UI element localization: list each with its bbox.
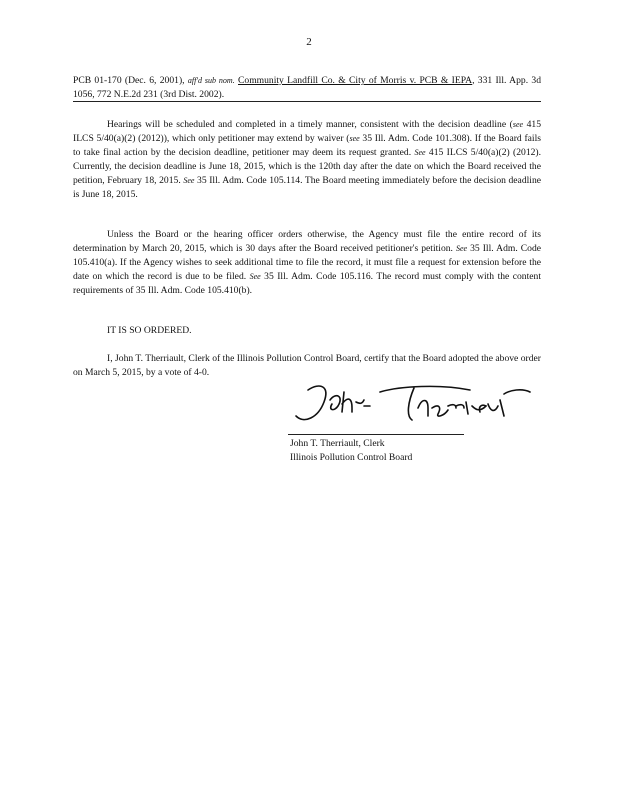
citation-rule: [73, 101, 541, 102]
see-label: See: [414, 148, 426, 157]
citation-text-2: , 331 Ill. App. 3d 1056, 772 N.E.2d 231 (3rd Dist. 2002).: [73, 75, 542, 100]
citation-paragraph: [73, 74, 541, 102]
record-text-c: 35 Ill. Adm. Code 105.116. The record must comply with the content requirements of 35 Ill. Adm. Code 105.410(b).: [73, 271, 541, 296]
certification-text: I, John T. Therriault, Clerk of the Illinois Pollution Control Board, certify that the Board adopted the above order on March 5, 2015, by a vote of 4-0.: [73, 353, 541, 378]
affd-label: aff'd sub nom.: [187, 76, 235, 85]
see-label: see: [349, 134, 360, 143]
ordered-paragraph: [73, 324, 541, 338]
handwritten-signature: [290, 372, 535, 432]
hearings-text-e: 35 Ill. Adm. Code 105.114. The Board meeting immediately before the decision deadline is June 18, 2015.: [73, 175, 542, 200]
hearings-text-c: 35 Ill. Adm. Code 101.308). If the Board fails to take final action by the decision deadline, petitioner may deem its request granted.: [73, 133, 541, 158]
citation-text-1: PCB 01-170 (Dec. 6, 2001),: [73, 75, 188, 86]
see-label: See: [183, 176, 195, 185]
ordered-text: IT IS SO ORDERED.: [107, 325, 192, 336]
hearings-text-b: 415 ILCS 5/40(a)(2) (2012)), which only petitioner may extend by waiver (: [73, 119, 541, 144]
hearings-text-d: 415 ILCS 5/40(a)(2) (2012). Currently, the decision deadline is June 18, 2015, which is the 120th day after the date on which the Board received the petition, February 18, 2015.: [73, 147, 542, 186]
hearings-paragraph: [73, 118, 541, 202]
signer-name: John T. Therriault, Clerk: [290, 438, 385, 449]
signature-line: [288, 434, 464, 435]
record-text-a: Unless the Board or the hearing officer orders otherwise, the Agency must file the entire record of its determination by March 20, 2015, which is 30 days after the Board received petitioner's petition.: [73, 229, 541, 254]
see-label: see: [512, 120, 524, 129]
record-paragraph: [73, 228, 541, 298]
signature-block: [290, 437, 412, 465]
page-number: 2: [306, 36, 312, 48]
signer-organization: Illinois Pollution Control Board: [290, 452, 413, 463]
case-name: Community Landfill Co. & City of Morris v. PCB & IEPA: [238, 75, 473, 86]
see-label: See: [455, 244, 468, 253]
see-label: See: [249, 272, 261, 281]
record-text-b: 35 Ill. Adm. Code 105.410(a). If the Agency wishes to seek additional time to file the record, it must file a request for extension before the date on which the record is due to be filed.: [73, 243, 541, 282]
hearings-text-a: Hearings will be scheduled and completed in a timely manner, consistent with the decision deadline (: [107, 119, 513, 130]
